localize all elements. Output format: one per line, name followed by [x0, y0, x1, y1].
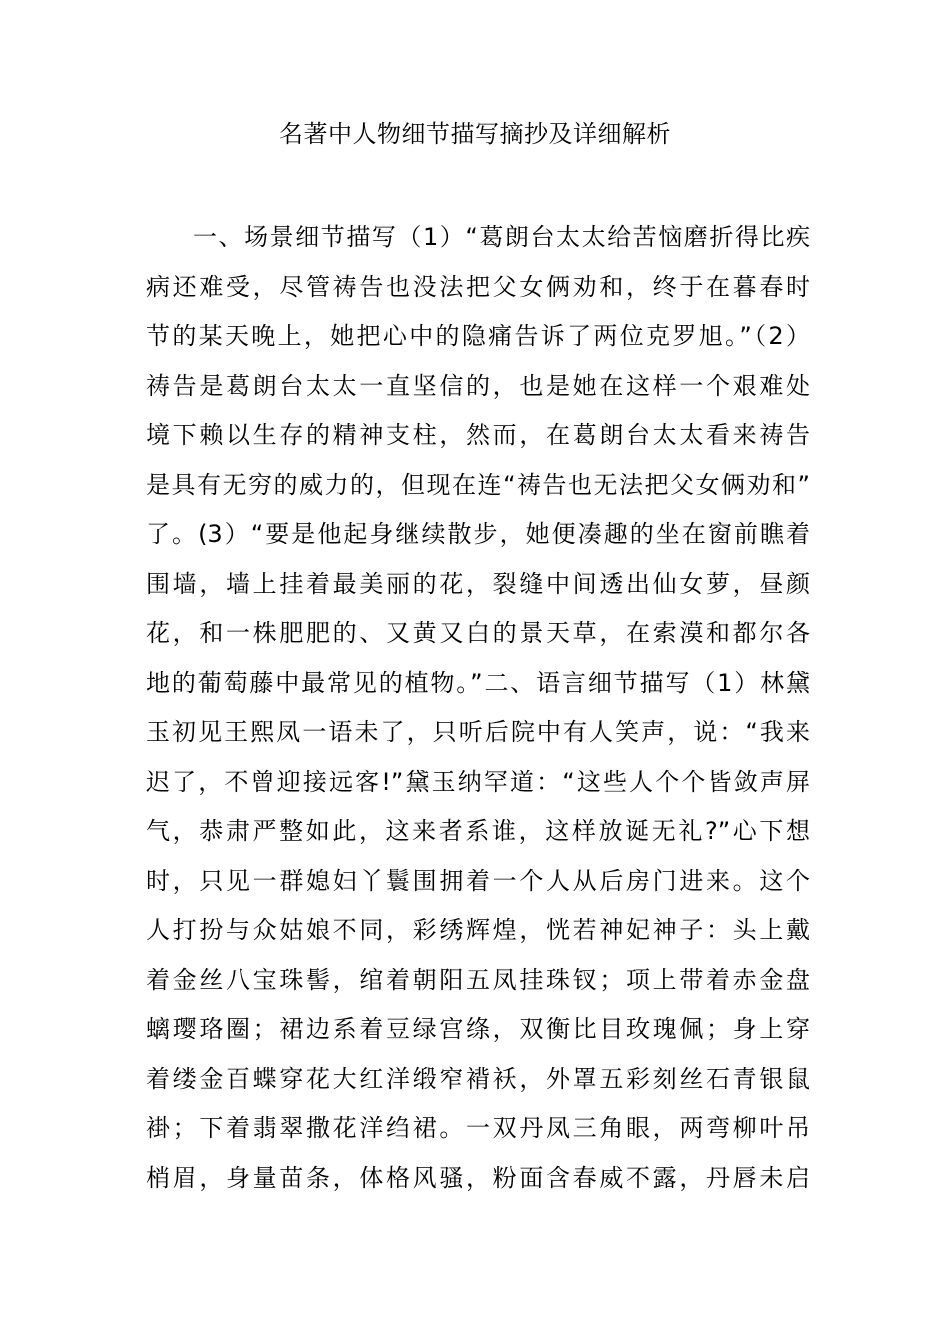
- body-line: 祷告是葛朗台太太一直坚信的，也是她在这样一个艰难处: [146, 371, 810, 400]
- body-line: 褂；下着翡翠撒花洋绉裙。一双丹凤三角眼，两弯柳叶吊: [146, 1114, 810, 1142]
- body-line: 花，和一株肥肥的、又黄又白的景天草，在索漠和都尔各: [146, 619, 810, 647]
- body-line: 着金丝八宝珠髻，绾着朝阳五凤挂珠钗；项上带着赤金盘: [146, 965, 810, 994]
- body-line: 境下赖以生存的精神支柱，然而，在葛朗台太太看来祷告: [146, 421, 810, 449]
- body-line: 梢眉，身量苗条，体格风骚，粉面含春威不露，丹唇未启: [146, 1163, 810, 1192]
- body-line: 时，只见一群媳妇丫鬟围拥着一个人从后房门进来。这个: [146, 866, 810, 895]
- body-line: 是具有无穷的威力的，但现在连“祷告也无法把父女俩劝和”: [146, 470, 810, 499]
- body-line: 气，恭肃严整如此，这来者系谁，这样放诞无礼?”心下想: [146, 817, 810, 845]
- body-line: 地的葡萄藤中最常见的植物。”二、语言细节描写（1）林黛: [146, 668, 810, 697]
- body-line: 螭璎珞圈；裙边系着豆绿宫绦，双衡比目玫瑰佩；身上穿: [146, 1015, 810, 1043]
- body-line: 节的某天晚上，她把心中的隐痛告诉了两位克罗旭。”（2）: [146, 322, 810, 350]
- document-body: [146, 213, 810, 1203]
- body-line: 一、场景细节描写（1）“葛朗台太太给苦恼磨折得比疾: [193, 223, 810, 251]
- body-line: 病还难受，尽管祷告也没法把父女俩劝和，终于在暮春时: [146, 272, 810, 301]
- document-title: 名著中人物细节描写摘抄及详细解析: [279, 120, 671, 148]
- body-line: 玉初见王熙凤一语未了，只听后院中有人笑声，说：“我来: [146, 718, 810, 746]
- body-line: 围墙，墙上挂着最美丽的花，裂缝中间透出仙女萝，昼颜: [146, 569, 810, 598]
- body-line: 人打扮与众姑娘不同，彩绣辉煌，恍若神妃神子：头上戴: [146, 916, 810, 944]
- body-line: 迟了，不曾迎接远客!”黛玉纳罕道：“这些人个个皆敛声屏: [146, 767, 810, 796]
- body-line: 了。(3）“要是他起身继续散步，她便凑趣的坐在窗前瞧着: [146, 520, 810, 548]
- body-line: 着缕金百蝶穿花大红洋缎窄褙袄，外罩五彩刻丝石青银鼠: [146, 1064, 810, 1093]
